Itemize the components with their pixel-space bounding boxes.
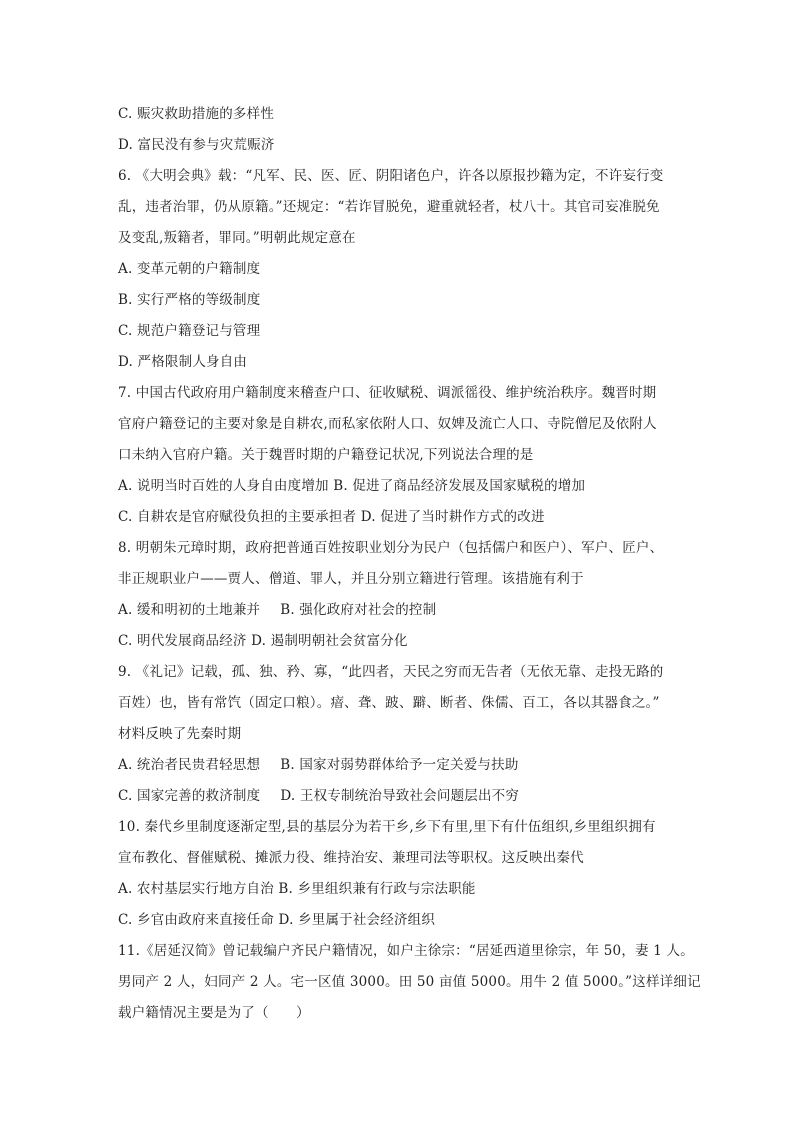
q9-options-cd [118, 781, 698, 812]
q9-stem-line-3: 材料反映了先秦时期 [118, 726, 242, 742]
q10-stem-line-2: 宣布教化、督催赋税、摊派力役、维持治安、兼理司法等职权。这反映出秦代 [118, 850, 584, 866]
q6-option-a: A. 变革元朝的户籍制度 [118, 261, 261, 277]
q7-options-ab: A. 说明当时百姓的人身自由度增加 B. 促进了商品经济发展及国家赋税的增加 [118, 478, 586, 494]
q9-option-d: D. 王权专制统治导致社会问题层出不穷 [280, 788, 520, 804]
q11-stem-line-2: 男同产 2 人，妇同产 2 人。宅一区值 3000。田 50 亩值 5000。用牛 2 值 5000。”这样详细记 [118, 974, 701, 990]
q6-option-c: C. 规范户籍登记与管理 [118, 323, 261, 339]
q7-stem-line-3: 口未纳入官府户籍。关于魏晋时期的户籍登记状况,下列说法合理的是 [118, 447, 534, 463]
q8-options-ab [118, 595, 698, 626]
q10-options-ab: A. 农村基层实行地方自治 B. 乡里组织兼有行政与宗法职能 [118, 881, 476, 897]
q9-option-a: A. 统治者民贵君轻思想 [118, 757, 261, 773]
q5-option-d: D. 富民没有参与灾荒赈济 [118, 137, 275, 153]
q8-stem-line-1: 8. 明朝朱元璋时期，政府把普通百姓按职业划分为民户（包括儒户和医户）、军户、匠户、 [118, 540, 664, 556]
q6-option-d: D. 严格限制人身自由 [118, 354, 248, 370]
q6-stem-line-1: 6. 《大明会典》载：“凡军、民、医、匠、阴阳诸色户，许各以原报抄籍为定，不许妄行变 [118, 168, 664, 184]
q8-stem-line-2: 非正规职业户——贾人、僧道、罪人，并且分别立籍进行管理。该措施有利于 [118, 571, 584, 587]
q7-stem-line-2: 官府户籍登记的主要对象是自耕农,而私家依附人口、奴婢及流亡人口、寺院僧尼及依附人 [118, 416, 657, 432]
q6-stem-line-2: 乱，违者治罪，仍从原籍。”还规定：“若诈冒脱免，避重就轻者，杖八十。其官司妄准脱免 [118, 199, 660, 215]
q8-option-b: B. 强化政府对社会的控制 [280, 602, 437, 618]
q11-stem-line-3: 载户籍情况主要是为了（ ） [118, 1005, 310, 1021]
q8-options-cd: C. 明代发展商品经济 D. 遏制明朝社会贫富分化 [118, 633, 408, 649]
q9-option-b: B. 国家对弱势群体给予一定关爱与扶助 [280, 757, 519, 773]
q9-options-ab [118, 750, 698, 781]
q10-options-cd: C. 乡官由政府来直接任命 D. 乡里属于社会经济组织 [118, 912, 436, 928]
page-content [118, 99, 701, 1029]
q11-stem-line-1: 11.《居延汉简》曾记载编户齐民户籍情况，如户主徐宗：“居延西道里徐宗，年 50，妻 1 人。 [118, 943, 694, 959]
q8-option-a: A. 缓和明初的土地兼并 [118, 602, 261, 618]
q6-option-b: B. 实行严格的等级制度 [118, 292, 261, 308]
q6-stem-line-3: 及变乱,叛籍者，罪同。”明朝此规定意在 [118, 230, 356, 246]
q9-stem-line-1: 9. 《礼记》记载，孤、独、矜、寡，“此四者，天民之穷而无告者（无依无靠、走投无路的 [118, 664, 664, 680]
q10-stem-line-1: 10. 秦代乡里制度逐渐定型,县的基层分为若干乡,乡下有里,里下有什伍组织,乡里组织拥有 [118, 819, 656, 835]
q5-option-c: C. 赈灾救助措施的多样性 [118, 106, 275, 122]
q9-stem-line-2: 百姓）也，皆有常饩（固定口粮）。瘖、聋、跛、躃、断者、侏儒、百工，各以其器食之。” [118, 695, 660, 711]
q7-stem-line-1: 7. 中国古代政府用户籍制度来稽查户口、征收赋税、调派徭役、维护统治秩序。魏晋时期 [118, 385, 657, 401]
q7-options-cd: C. 自耕农是官府赋役负担的主要承担者 D. 促进了当时耕作方式的改进 [118, 509, 545, 525]
q9-option-c: C. 国家完善的救济制度 [118, 788, 261, 804]
